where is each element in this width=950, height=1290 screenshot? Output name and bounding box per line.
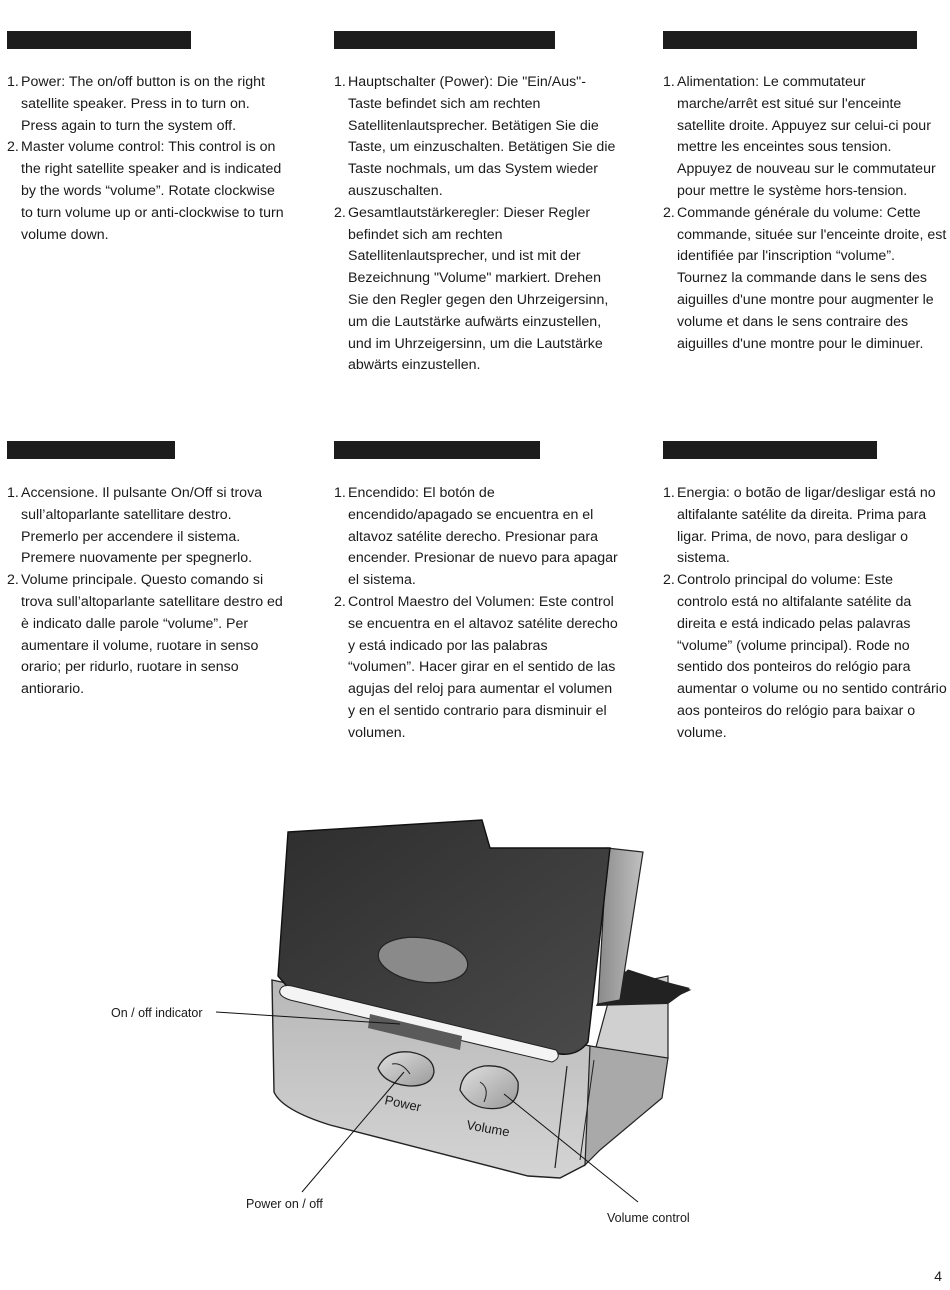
item-number: 1. [663,74,675,90]
section-header-bar-italian [7,441,175,459]
instruction-item [7,483,291,570]
section-german [334,72,618,377]
instruction-item [7,137,288,246]
item-number: 1. [334,74,346,90]
item-text: Accensione. Il pulsante On/Off si trova sull’altoparlante satellitare destro. Premerlo per accendere il sistema. Premere nuovamente per spegnerlo. [21,485,263,567]
item-number: 2. [663,572,675,589]
callout-power-on-off: Power on / off [246,1197,323,1211]
instruction-item [334,592,618,745]
section-spanish [334,483,618,745]
section-italian [7,483,291,701]
item-text: Gesamtlautstärkeregler: Dieser Regler befindet sich am rechten Satellitenlautsprecher, und ist mit der Bezeichnung "Volume" markiert. Drehen Sie den Regler gegen den Uhrzeigersinn, um die Lautstärke aufwärts einzustellen, und im Uhrzeigersinn, um die Lautstärke abwärts einzustellen. [348,204,609,374]
item-number: 2. [7,572,19,589]
instruction-item [7,72,288,137]
item-text: Controlo principal do volume: Este controlo está no altifalante satélite da direita e está indicado pelas palavras “volume” (volume principal). Rode no sentido dos ponteiros do relógio para aumentar o volume ou no sentido contrário aos ponteiros do relógio para baixar o volume. [677,572,947,741]
device-volume-label: Volume [465,1117,511,1140]
item-text: Hauptschalter (Power): Die "Ein/Aus"-Taste befindet sich am rechten Satellitenlautsprecher. Betätigen Sie die Taste, um einzuschalten. Betätigen Sie die Taste nochmals, um das System wieder auszuschalten. [348,74,616,199]
item-text: Master volume control: This control is on the right satellite speaker and is indicated by the words “volume”. Rotate clockwise to turn volume up or anti-clockwise to turn volume down. [21,139,284,243]
item-number: 1. [334,485,346,501]
item-number: 2. [334,204,346,221]
section-header-bar-spanish [334,441,540,459]
item-number: 1. [7,485,19,501]
section-header-bar-german [334,31,555,49]
item-text: Energia: o botão de ligar/desligar está no altifalante satélite da direita. Prima para ligar. Prima, de novo, para desligar o sistema. [677,485,936,567]
item-text: Control Maestro del Volumen: Este control se encuentra en el altavoz satélite derecho y está indicado por las palabras “volumen”. Hacer girar en el sentido de las agujas del reloj para aumentar el volumen y en el sentido contrario para disminuir el volumen. [348,593,618,741]
device-power-label: Power [383,1092,423,1115]
instruction-item [663,72,947,203]
instruction-item [334,203,618,377]
instruction-item [663,570,947,744]
item-number: 2. [334,593,346,610]
item-text: Power: The on/off button is on the right satellite speaker. Press in to turn on. Press again to turn the system off. [21,74,265,134]
item-number: 2. [663,204,675,221]
instruction-item [663,483,947,570]
page-number: 4 [934,1268,942,1284]
instruction-item [334,483,618,592]
section-french [663,72,947,355]
section-header-bar-portuguese [663,441,877,459]
item-text: Alimentation: Le commutateur marche/arrêt est situé sur l'enceinte satellite droite. Appuyez sur celui-ci pour mettre les enceintes sous tension. Appuyez de nouveau sur le commutateur pour mettre le système hors-tension. [677,74,936,199]
item-text: Volume principale. Questo comando si trova sull’altoparlante satellitare destro ed è indicato dalle parole “volume”. Per aumentare il volume, ruotare in senso orario; per ridurlo, ruotare in senso antiorario. [21,572,283,698]
section-english [7,72,288,246]
callout-volume-control: Volume control [607,1211,690,1225]
instruction-item [663,203,947,356]
callout-on-off-indicator: On / off indicator [111,1006,203,1020]
instruction-item [7,570,291,701]
speaker-base-side [585,1046,668,1165]
instruction-item [334,72,618,203]
item-number: 1. [7,74,19,90]
item-text: Commande générale du volume: Cette commande, située sur l'enceinte droite, est identifiée par l'inscription “volume”. Tournez la commande dans le sens des aiguilles d'une montre pour augmenter le volume et dans le sens contraire des aiguilles d'une montre pour le diminuer. [677,204,947,352]
section-portuguese [663,483,947,745]
section-header-bar-english [7,31,191,49]
section-header-bar-french [663,31,917,49]
item-number: 2. [7,139,19,156]
item-text: Encendido: El botón de encendido/apagado se encuentra en el altavoz satélite derecho. Presionar para encender. Presionar de nuevo para apagar el sistema. [348,485,618,589]
item-number: 1. [663,485,675,501]
